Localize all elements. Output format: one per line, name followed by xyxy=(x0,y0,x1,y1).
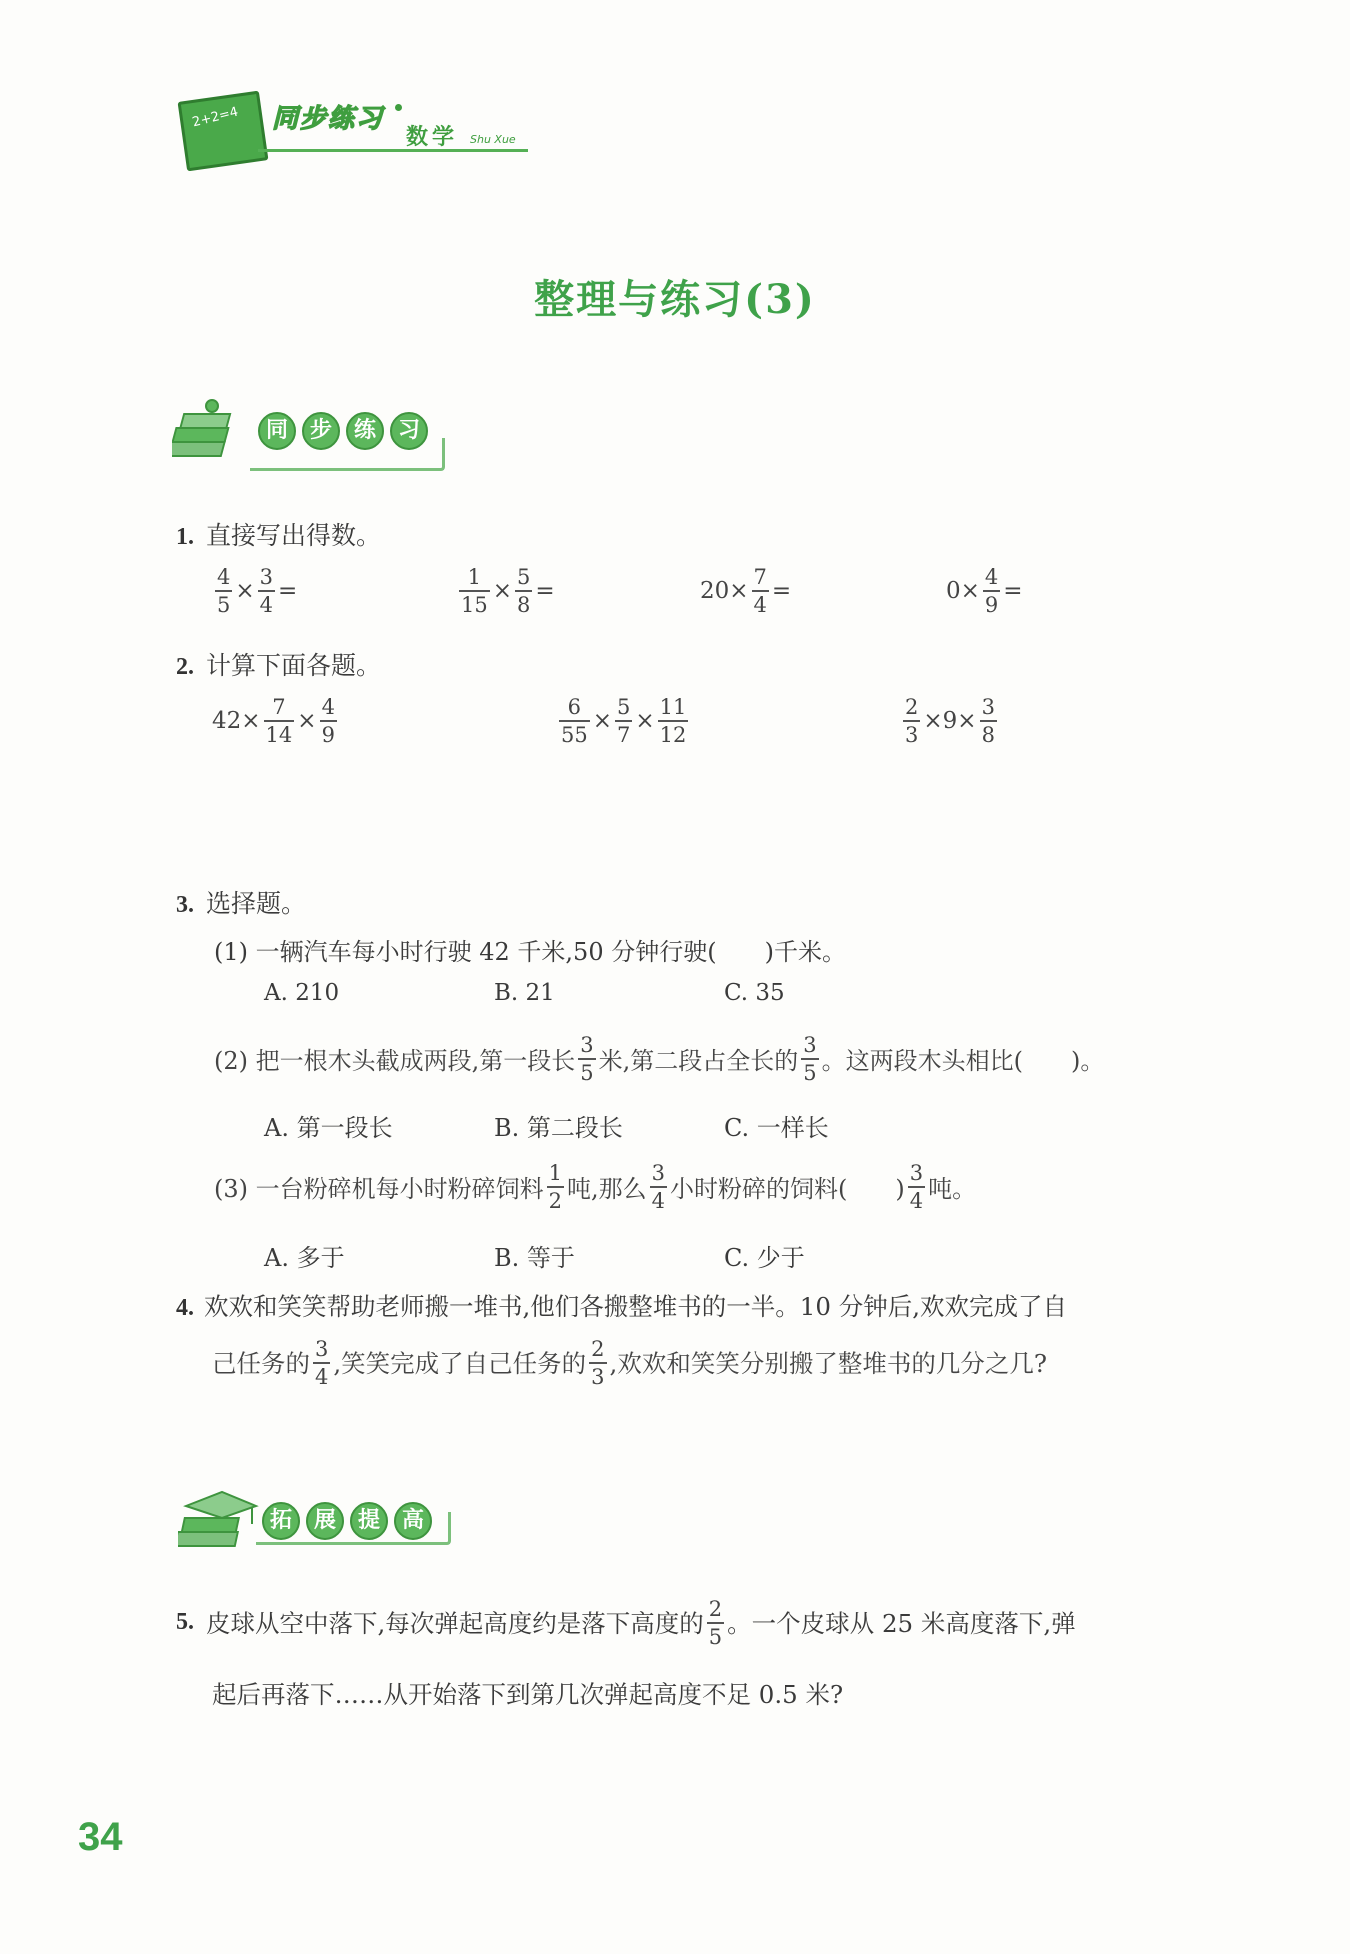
q3-sub-1-option-a: A. 210 xyxy=(264,980,340,1006)
q3-sub-3: (3) 一台粉碎机每小时粉碎饲料 $\frac{1}{2}$ 吨,那么 $\frac{3}{4}$ 小时粉碎的饲料( ) $\frac{3}{4}$ 吨。 xyxy=(214,1161,977,1213)
question-number: 1. xyxy=(176,524,194,550)
q3-sub-1: (1) 一辆汽车每小时行驶 42 千米,50 分钟行驶( )千米。 xyxy=(214,938,846,966)
question-number: 4. xyxy=(176,1295,194,1321)
subject-pinyin: Shu Xue xyxy=(470,133,516,146)
chalkboard-icon xyxy=(178,91,269,172)
page-title: 整理与练习(3) xyxy=(534,276,816,323)
question-number: 2. xyxy=(176,654,194,680)
chalkboard-text: 2+2=4 xyxy=(190,104,240,131)
q2-expr-2: $\frac{6}{55}$ × $\frac{5}{7}$ × $\frac{11}{12}$ xyxy=(561,695,687,747)
badge-char: 同 xyxy=(258,412,296,450)
section-badge-extend xyxy=(262,1502,432,1540)
q3-sub-1-option-c: C. 35 xyxy=(724,980,785,1006)
q3-sub-3-option-b: B. 等于 xyxy=(494,1244,575,1272)
q1-expr-1: $\frac{4}{5}$ × $\frac{3}{4}$ = xyxy=(217,565,298,617)
q3-sub-2-option-b: B. 第二段长 xyxy=(494,1114,623,1142)
question-5: 5. 皮球从空中落下,每次弹起高度约是落下高度的 $\frac{2}{5}$ 。一个皮球从 25 米高度落下,弹 xyxy=(176,1597,1076,1649)
badge-char: 练 xyxy=(346,412,384,450)
badge-char: 习 xyxy=(390,412,428,450)
q3-sub-2: (2) 把一根木头截成两段,第一段长 $\frac{3}{5}$ 米,第二段占全长的 $\frac{3}{5}$ 。这两段木头相比( )。 xyxy=(214,1033,1105,1085)
page-number: 34 xyxy=(78,1815,123,1859)
graduation-cap-icon xyxy=(178,1484,262,1564)
question-text: 直接写出得数。 xyxy=(206,521,382,550)
question-5-line-2: 起后再落下……从开始落下到第几次弹起高度不足 0.5 米? xyxy=(212,1680,844,1709)
subject-label: 数学 xyxy=(406,125,459,150)
q2-expr-1: 42× $\frac{7}{14}$ × $\frac{4}{9}$ xyxy=(212,695,335,747)
q1-expr-3: 20× $\frac{7}{4}$ = xyxy=(700,565,792,617)
header-dot xyxy=(395,104,402,111)
q3-sub-1-option-b: B. 21 xyxy=(494,980,555,1006)
question-1 xyxy=(176,516,381,552)
question-text: 计算下面各题。 xyxy=(206,651,382,680)
question-4 xyxy=(176,1288,1067,1323)
book-stack-icon xyxy=(172,392,252,472)
badge-char: 拓 xyxy=(262,1502,300,1540)
question-4-line-2: 己任务的 $\frac{3}{4}$ ,笑笑完成了自己任务的 $\frac{2}{3}$ ,欢欢和笑笑分别搬了整堆书的几分之几? xyxy=(212,1337,1047,1389)
question-number: 3. xyxy=(176,892,194,918)
question-2 xyxy=(176,646,381,682)
q3-sub-3-option-a: A. 多于 xyxy=(264,1244,345,1272)
badge-char: 提 xyxy=(350,1502,388,1540)
section-badge-sync xyxy=(258,412,428,450)
series-title: 同步练习 xyxy=(272,104,385,134)
q1-expr-4: 0× $\frac{4}{9}$ = xyxy=(946,565,1023,617)
question-number: 5. xyxy=(176,1609,194,1636)
q3-sub-3-option-c: C. 少于 xyxy=(724,1244,805,1272)
q2-expr-3: $\frac{2}{3}$ ×9× $\frac{3}{8}$ xyxy=(905,695,995,747)
q3-sub-2-option-a: A. 第一段长 xyxy=(264,1114,393,1142)
q1-expr-2: $\frac{1}{15}$ × $\frac{5}{8}$ = xyxy=(461,565,555,617)
badge-char: 步 xyxy=(302,412,340,450)
q3-sub-2-option-c: C. 一样长 xyxy=(724,1114,829,1142)
header-underline xyxy=(258,149,528,152)
question-text: 选择题。 xyxy=(206,889,307,918)
question-3 xyxy=(176,884,306,920)
badge-char: 高 xyxy=(394,1502,432,1540)
question-text: 欢欢和笑笑帮助老师搬一堆书,他们各搬整堆书的一半。10 分钟后,欢欢完成了自 xyxy=(204,1292,1068,1321)
badge-char: 展 xyxy=(306,1502,344,1540)
